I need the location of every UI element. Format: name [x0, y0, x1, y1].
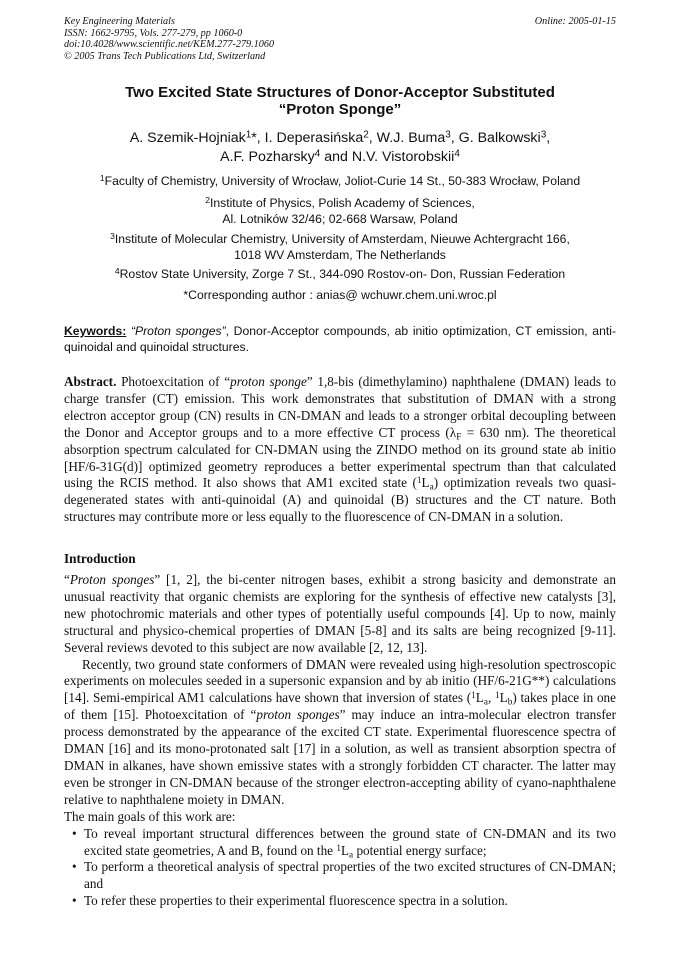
author-affil-mark: 2 — [363, 129, 369, 141]
author-name: , W.J. Buma — [368, 130, 446, 146]
corresponding-author: *Corresponding author : anias@ wchuwr.chem.uni.wroc.pl — [183, 288, 497, 302]
author-name: A. Szemik-Hojniak — [129, 130, 246, 146]
author-separator: *, — [251, 130, 265, 146]
affiliation-mark: 4 — [114, 266, 120, 277]
author-line-2 — [64, 148, 616, 167]
keyword-term: “Proton sponges” — [130, 324, 226, 338]
bullet-icon: • — [72, 893, 77, 909]
keywords — [64, 323, 616, 355]
affiliation-mark: 3 — [110, 231, 115, 242]
author-affil-mark: 3 — [540, 129, 547, 141]
journal-header — [64, 16, 616, 62]
affiliation-4 — [64, 267, 616, 283]
author-affil-mark: 1 — [245, 129, 252, 141]
affiliation-3 — [64, 232, 616, 263]
introduction-body — [64, 572, 616, 910]
abstract: Abstract. Photoexcitation of “proton sponge” 1,8-bis (dimethylamino) naphthalene (DMAN) leads to charge transfer (CT) emission. This work demonstrates that substitution of DMAN with a strong electron acceptor group (CN) results in CN-DMAN and leads to a stronger orbital decoupling between the Donor and Acceptor groups and to a more effective CT process ($\lambda_F = 630$ nm). The theoretical absorption spectrum calculated for CN-DMAN using the ZINDO method on its ground state ab initio [HF/6-31G(d)] optimized geometry reproduces a better experimental spectrum than that calculated using the RCIS method. It also shows that AM1 excited state $(^1L_a)$ optimization reveals two quasi-degenerated states with anti-quinoidal (A) and quinoidal (B) structures and the CT nature. Both structures may contribute more or less equally to the fluorescence of CN-DMAN in a solution. — [64, 374, 617, 525]
affiliation-text: Institute of Molecular Chemistry, University of Amsterdam, Nieuwe Achtergracht 166, — [114, 232, 570, 246]
affiliation-text: Institute of Physics, Polish Academy of Sciences, — [209, 196, 475, 210]
goals-intro: The main goals of this work are: — [64, 808, 236, 824]
keywords-label: Keywords: — [64, 324, 127, 338]
author-name: , G. Balkowski — [450, 130, 541, 146]
doi-line: doi:10.4028/www.scientific.net/KEM.277-279.1060 — [64, 39, 275, 51]
keywords-rest: , Donor-Acceptor compounds, ab initio optimization, CT emission, anti-quinoidal and quinoidal structures. — [64, 324, 617, 354]
bullet-icon: • — [72, 859, 77, 875]
goals-list — [64, 826, 616, 911]
list-item: • To reveal important structural differences between the ground state of CN-DMAN and its two excited state geometries, A and B, found on the $^1L_a$ potential energy surface; — [72, 825, 616, 859]
affiliation-text: 1018 WV Amsterdam, The Netherlands — [234, 247, 446, 262]
journal-name: Key Engineering Materials — [64, 16, 175, 27]
author-line-1 — [64, 129, 616, 148]
affiliation-text: Rostov State University, Zorge 7 St., 344-090 Rostov-on- Don, Russian Federation — [119, 267, 566, 281]
intro-paragraph-2: Recently, two ground state conformers of DMAN were revealed using high-resolution spectroscopic experiments on molecules seeded in a supersonic expansion and by ab initio (HF/6-21G**) calculations [14]. Semi-empirical AM1 calculations have shown that inversion of states ($^1L_a$, $^1L_b$) takes place in one of them [15]. Photoexcitation of “proton sponges” may induce an intra-molecular electron transfer process demonstrated by the appearance of the excited CT state. Experimental fluorescence spectra of DMAN [16] and its mono-protonated salt [17] in a solution, as well as transient absorption spectra of DMAN in alkanes, have shown emissive states with a strongly forbidden CT character. The latter may even be stronger in CN-DMAN because of the stronger electron-accepting ability of cyano-naphthalene relative to naphthalene moiety in DMAN. — [64, 656, 616, 807]
author-affil-mark: 4 — [314, 148, 321, 160]
online-date: Online: 2005-01-15 — [534, 16, 616, 27]
paper-title — [64, 84, 616, 118]
author-name: A.F. Pozharsky — [220, 149, 315, 165]
affiliation-mark: 1 — [99, 173, 105, 184]
affiliation-text: Faculty of Chemistry, University of Wrocław, Joliot-Curie 14 St., 50-383 Wrocław, Poland — [104, 174, 581, 188]
author-affil-mark: 4 — [454, 148, 460, 160]
author-separator: , — [546, 130, 551, 146]
author-name: and N.V. Vistorobskii — [320, 149, 455, 165]
copyright-line: © 2005 Trans Tech Publications Ltd, Switzerland — [64, 50, 266, 62]
issn-line: ISSN: 1662-9795, Vols. 277-279, pp 1060-0 — [64, 27, 243, 39]
intro-paragraph-1: “Proton sponges” [1, 2], the bi-center nitrogen bases, exhibit a strong basicity and demonstrate an unusual reactivity that organic chemists are exploring for the synthesis of effective new catalysts [3], new photochromic materials and other types of potentially useful compounds [4]. Up to now, mainly structural and physico-chemical properties of DMAN [5-8] and its salts are being recognized [9-11]. Several reviews devoted to this subject are now available [2, 12, 13]. — [64, 572, 616, 655]
title-line-1: Two Excited State Structures of Donor-Acceptor Substituted — [125, 84, 555, 101]
list-item: • To refer these properties to their experimental fluorescence spectra in a solution. — [72, 893, 508, 909]
affiliation-text: Al. Lotników 32/46; 02-668 Warsaw, Poland — [222, 211, 458, 226]
affiliation-2 — [64, 196, 616, 227]
list-item: • To perform a theoretical analysis of spectral properties of the two excited structures of CN-DMAN; and — [72, 859, 616, 892]
title-line-2: “Proton Sponge” — [278, 101, 402, 118]
author-list — [64, 129, 616, 167]
affiliation-mark: 2 — [205, 195, 210, 206]
abstract-label: Abstract. — [64, 374, 117, 389]
affiliation-1 — [64, 174, 616, 190]
author-name: I. Deperasińska — [264, 130, 364, 146]
author-affil-mark: 3 — [445, 129, 451, 141]
bullet-icon: • — [72, 825, 77, 841]
section-heading-introduction: Introduction — [64, 551, 136, 566]
